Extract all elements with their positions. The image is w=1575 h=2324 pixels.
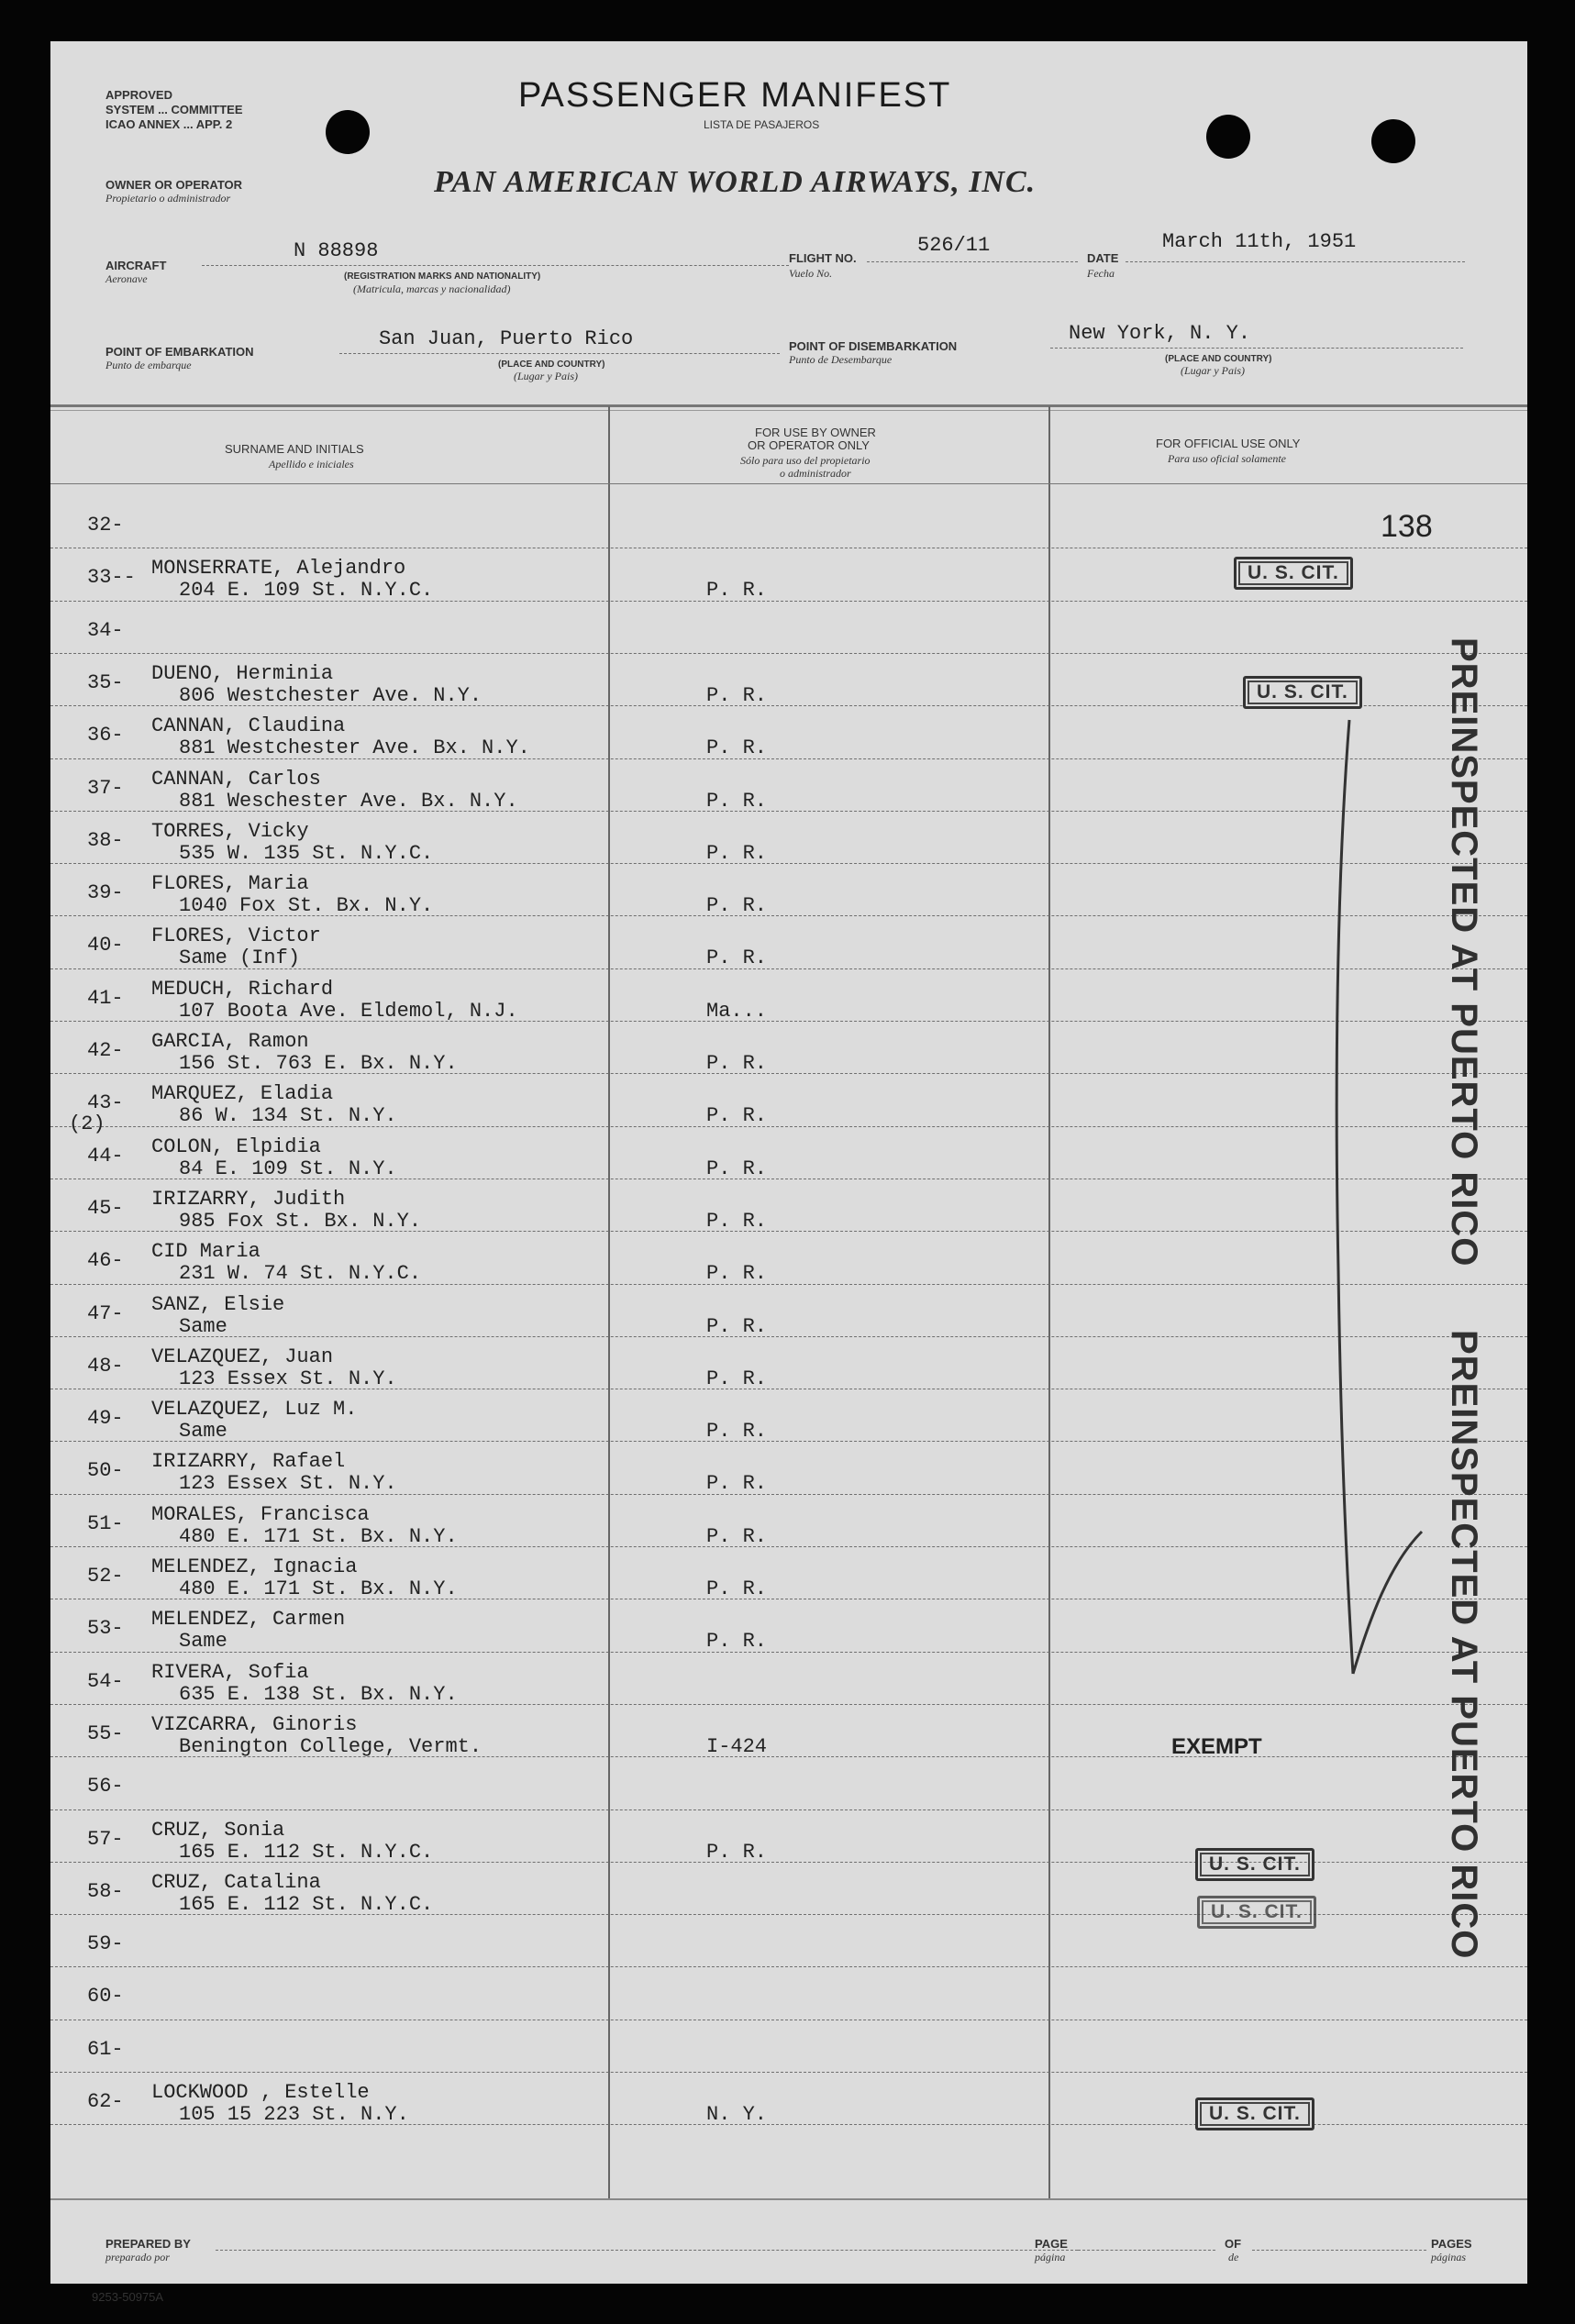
operator-note: P. R.: [706, 946, 768, 970]
disembark-underline: [1050, 348, 1463, 349]
col-operator-header-2: OR OPERATOR ONLY: [748, 438, 870, 452]
operator-note: P. R.: [706, 841, 768, 865]
passenger-address: 123 Essex St. N.Y.: [179, 1367, 397, 1390]
passenger-name: FLORES, Maria: [151, 872, 309, 896]
passenger-name: SANZ, Elsie: [151, 1292, 285, 1316]
passenger-address: 86 W. 134 St. N.Y.: [179, 1104, 397, 1128]
aircraft-underline: [202, 265, 789, 266]
passenger-address: 480 E. 171 St. Bx. N.Y.: [179, 1577, 458, 1600]
pages-label-es: páginas: [1431, 2251, 1467, 2263]
owner-label: OWNER OR OPERATOR: [105, 178, 243, 192]
row-number: 42-: [87, 1039, 124, 1062]
of-label: OF: [1225, 2237, 1242, 2251]
row-rule: [50, 601, 1527, 602]
passenger-address: 881 Westchester Ave. Bx. N.Y.: [179, 736, 530, 760]
operator-note: P. R.: [706, 1052, 768, 1075]
passenger-address: 84 E. 109 St. N.Y.: [179, 1156, 397, 1180]
flight-label: FLIGHT NO.: [789, 251, 857, 265]
operator-note: P. R.: [706, 1314, 768, 1338]
approved-line-1: APPROVED: [105, 88, 172, 102]
col-surname-header-es: Apellido e iniciales: [269, 458, 354, 470]
page-label: PAGE: [1035, 2237, 1068, 2251]
prepared-by-underline: [216, 2250, 1078, 2251]
us-cit-stamp: U. S. CIT.: [1195, 1848, 1314, 1881]
row-number: 56-: [87, 1775, 124, 1798]
embark-label: POINT OF EMBARKATION: [105, 345, 254, 359]
punch-hole: [1371, 119, 1415, 163]
passenger-address: Same (Inf): [179, 946, 301, 970]
passenger-name: MELENDEZ, Ignacia: [151, 1555, 358, 1578]
registration-note: (REGISTRATION MARKS AND NATIONALITY): [344, 271, 541, 282]
col-operator-header-es-1: Sólo para uso del propietario: [740, 454, 871, 467]
date-value: March 11th, 1951: [1162, 230, 1357, 253]
operator-note: I-424: [706, 1734, 768, 1758]
row-number: 35-: [87, 670, 124, 694]
row-number: 40-: [87, 934, 124, 957]
passenger-address: 165 E. 112 St. N.Y.C.: [179, 1840, 434, 1864]
table-top-rule-2: [50, 410, 1527, 411]
col-official-header: FOR OFFICIAL USE ONLY: [1156, 437, 1301, 450]
row-number: 36-: [87, 724, 124, 747]
row-number: 50-: [87, 1459, 124, 1483]
passenger-name: MELENDEZ, Carmen: [151, 1608, 346, 1632]
passenger-name: GARCIA, Ramon: [151, 1030, 309, 1053]
col-divider-2: [1048, 406, 1050, 2199]
margin-note: (2): [69, 1112, 105, 1135]
of-underline: [1252, 2250, 1426, 2251]
passenger-address: 231 W. 74 St. N.Y.C.: [179, 1262, 422, 1286]
footer-rule: [50, 2198, 1527, 2200]
operator-note: P. R.: [706, 1472, 768, 1496]
operator-note: P. R.: [706, 894, 768, 918]
passenger-name: CANNAN, Claudina: [151, 714, 346, 738]
preinspected-stamp: PREINSPECTED AT PUERTO RICO: [1444, 1330, 1484, 1960]
col-divider-1: [608, 406, 610, 2199]
operator-note: P. R.: [706, 579, 768, 603]
passenger-address: 635 E. 138 St. Bx. N.Y.: [179, 1682, 458, 1706]
passenger-address: Benington College, Vermt.: [179, 1734, 482, 1758]
us-cit-stamp: U. S. CIT.: [1243, 676, 1362, 709]
form-number: 9253-50975A: [92, 2290, 164, 2304]
passenger-name: RIVERA, Sofia: [151, 1660, 309, 1684]
aircraft-value: N 88898: [294, 239, 379, 262]
operator-note: P. R.: [706, 683, 768, 707]
owner-label-es: Propietario o administrador: [105, 192, 231, 205]
operator-note: P. R.: [706, 1420, 768, 1444]
approved-line-2: SYSTEM ... COMMITTEE: [105, 103, 243, 116]
passenger-address: 156 St. 763 E. Bx. N.Y.: [179, 1052, 458, 1075]
operator-note: P. R.: [706, 1104, 768, 1128]
operator-note: Ma...: [706, 999, 768, 1023]
passenger-name: VIZCARRA, Ginoris: [151, 1712, 358, 1736]
passenger-name: TORRES, Vicky: [151, 819, 309, 843]
flight-underline: [867, 261, 1078, 262]
pages-label: PAGES: [1431, 2237, 1472, 2251]
aircraft-label: AIRCRAFT: [105, 259, 167, 272]
passenger-address: 204 E. 109 St. N.Y.C.: [179, 579, 434, 603]
passenger-address: 165 E. 112 St. N.Y.C.: [179, 1892, 434, 1916]
prepared-by-label: PREPARED BY: [105, 2237, 191, 2251]
passenger-address: 535 W. 135 St. N.Y.C.: [179, 841, 434, 865]
row-number: 49-: [87, 1407, 124, 1431]
row-number: 62-: [87, 2090, 124, 2113]
row-rule: [50, 2072, 1527, 2073]
col-official-header-es: Para uso oficial solamente: [1168, 452, 1286, 465]
page-label-es: página: [1035, 2251, 1066, 2263]
us-cit-stamp: U. S. CIT.: [1195, 2097, 1314, 2130]
passenger-name: IRIZARRY, Rafael: [151, 1450, 346, 1474]
operator-note: P. R.: [706, 1630, 768, 1654]
operator-note: P. R.: [706, 1840, 768, 1864]
passenger-name: FLORES, Victor: [151, 924, 321, 948]
row-rule: [50, 653, 1527, 654]
operator-note: P. R.: [706, 789, 768, 813]
row-number: 44-: [87, 1144, 124, 1168]
embark-place-note-es: (Lugar y Pais): [514, 370, 578, 382]
us-cit-stamp: U. S. CIT.: [1197, 1896, 1316, 1929]
passenger-address: 806 Westchester Ave. N.Y.: [179, 683, 482, 707]
passenger-address: 1040 Fox St. Bx. N.Y.: [179, 894, 434, 918]
row-rule: [50, 1809, 1527, 1810]
row-number: 52-: [87, 1565, 124, 1588]
embark-label-es: Punto de embarque: [105, 359, 192, 371]
punch-hole: [326, 110, 370, 154]
passenger-address: Same: [179, 1420, 227, 1444]
passenger-count: 138: [1381, 509, 1433, 544]
col-surname-header: SURNAME AND INITIALS: [225, 442, 364, 456]
disembark-label: POINT OF DISEMBARKATION: [789, 339, 958, 353]
disembark-place-note: (PLACE AND COUNTRY): [1165, 354, 1272, 364]
aircraft-label-es: Aeronave: [105, 272, 148, 285]
operator-note: P. R.: [706, 1577, 768, 1600]
prepared-by-label-es: preparado por: [105, 2251, 170, 2263]
embark-place-note: (PLACE AND COUNTRY): [498, 360, 605, 370]
col-operator-header-1: FOR USE BY OWNER: [755, 426, 876, 439]
approved-line-3: ICAO ANNEX ... APP. 2: [105, 117, 233, 131]
row-number: 59-: [87, 1932, 124, 1956]
table-top-rule: [50, 404, 1527, 407]
passenger-name: MARQUEZ, Eladia: [151, 1082, 334, 1106]
passenger-address: 881 Weschester Ave. Bx. N.Y.: [179, 789, 518, 813]
passenger-name: VELAZQUEZ, Juan: [151, 1345, 334, 1368]
passenger-name: MORALES, Francisca: [151, 1502, 370, 1526]
row-number: 54-: [87, 1669, 124, 1693]
passenger-name: DUENO, Herminia: [151, 661, 334, 685]
row-number: 38-: [87, 828, 124, 852]
operator-note: P. R.: [706, 1156, 768, 1180]
operator-note: P. R.: [706, 1524, 768, 1548]
passenger-name: MEDUCH, Richard: [151, 977, 334, 1001]
passenger-name: IRIZARRY, Judith: [151, 1187, 346, 1211]
embark-underline: [339, 353, 780, 354]
passenger-address: 480 E. 171 St. Bx. N.Y.: [179, 1524, 458, 1548]
passenger-name: CANNAN, Carlos: [151, 767, 321, 791]
row-rule: [50, 1966, 1527, 1967]
passenger-address: 105 15 223 St. N.Y.: [179, 2103, 409, 2126]
airline-name: PAN AMERICAN WORLD AIRWAYS, INC.: [434, 165, 1037, 199]
header-bottom-rule: [50, 483, 1527, 484]
passenger-name: MONSERRATE, Alejandro: [151, 557, 406, 581]
row-rule: [50, 1756, 1527, 1757]
passenger-name: LOCKWOOD , Estelle: [151, 2081, 370, 2104]
passenger-name: COLON, Elpidia: [151, 1134, 321, 1158]
page-underline: [1078, 2250, 1215, 2251]
pencil-check-mark: [1261, 702, 1445, 1729]
row-number: 33--: [87, 566, 136, 590]
row-number: 43-: [87, 1091, 124, 1115]
operator-note: P. R.: [706, 1209, 768, 1233]
date-underline: [1126, 261, 1465, 262]
row-number: 47-: [87, 1301, 124, 1325]
disembark-place-note-es: (Lugar y Pais): [1181, 364, 1245, 377]
passenger-name: CRUZ, Sonia: [151, 1818, 285, 1842]
manifest-sheet: [50, 41, 1527, 2304]
row-number: 53-: [87, 1617, 124, 1641]
passenger-address: 107 Boota Ave. Eldemol, N.J.: [179, 999, 518, 1023]
passenger-address: 123 Essex St. N.Y.: [179, 1472, 397, 1496]
row-number: 39-: [87, 881, 124, 905]
passenger-name: VELAZQUEZ, Luz M.: [151, 1398, 358, 1422]
passenger-address: 985 Fox St. Bx. N.Y.: [179, 1209, 422, 1233]
preinspected-stamp: PREINSPECTED AT PUERTO RICO: [1444, 637, 1484, 1267]
of-label-es: de: [1228, 2251, 1239, 2263]
passenger-name: CID Maria: [151, 1240, 261, 1264]
row-number: 41-: [87, 986, 124, 1010]
row-number: 37-: [87, 776, 124, 800]
disembark-value: New York, N. Y.: [1069, 322, 1251, 345]
passenger-address: Same: [179, 1630, 227, 1654]
embark-value: San Juan, Puerto Rico: [379, 327, 634, 350]
registration-note-es: (Matricula, marcas y nacionalidad): [353, 282, 511, 295]
exempt-stamp: EXEMPT: [1171, 1734, 1262, 1759]
passenger-name: CRUZ, Catalina: [151, 1870, 321, 1894]
col-operator-header-es-2: o administrador: [780, 467, 851, 480]
row-number: 45-: [87, 1196, 124, 1220]
row-number: 60-: [87, 1985, 124, 2009]
operator-note: P. R.: [706, 1262, 768, 1286]
date-label: DATE: [1087, 251, 1119, 265]
page-title: PASSENGER MANIFEST: [518, 76, 952, 115]
punch-hole: [1206, 115, 1250, 159]
flight-value: 526/11: [917, 234, 991, 257]
row-number: 48-: [87, 1354, 124, 1378]
row-number: 51-: [87, 1511, 124, 1535]
operator-note: P. R.: [706, 1367, 768, 1390]
flight-label-es: Vuelo No.: [789, 267, 833, 280]
page-title-es: LISTA DE PASAJEROS: [704, 118, 820, 131]
row-number: 61-: [87, 2037, 124, 2061]
passenger-address: Same: [179, 1314, 227, 1338]
date-label-es: Fecha: [1087, 267, 1115, 280]
operator-note: N. Y.: [706, 2103, 768, 2126]
row-number: 57-: [87, 1827, 124, 1851]
row-number: 58-: [87, 1879, 124, 1903]
row-number: 55-: [87, 1721, 124, 1745]
operator-note: P. R.: [706, 736, 768, 760]
us-cit-stamp: U. S. CIT.: [1234, 557, 1353, 590]
row-number: 32-: [87, 514, 124, 537]
row-number: 46-: [87, 1249, 124, 1273]
disembark-label-es: Punto de Desembarque: [789, 353, 893, 366]
row-number: 34-: [87, 618, 124, 642]
